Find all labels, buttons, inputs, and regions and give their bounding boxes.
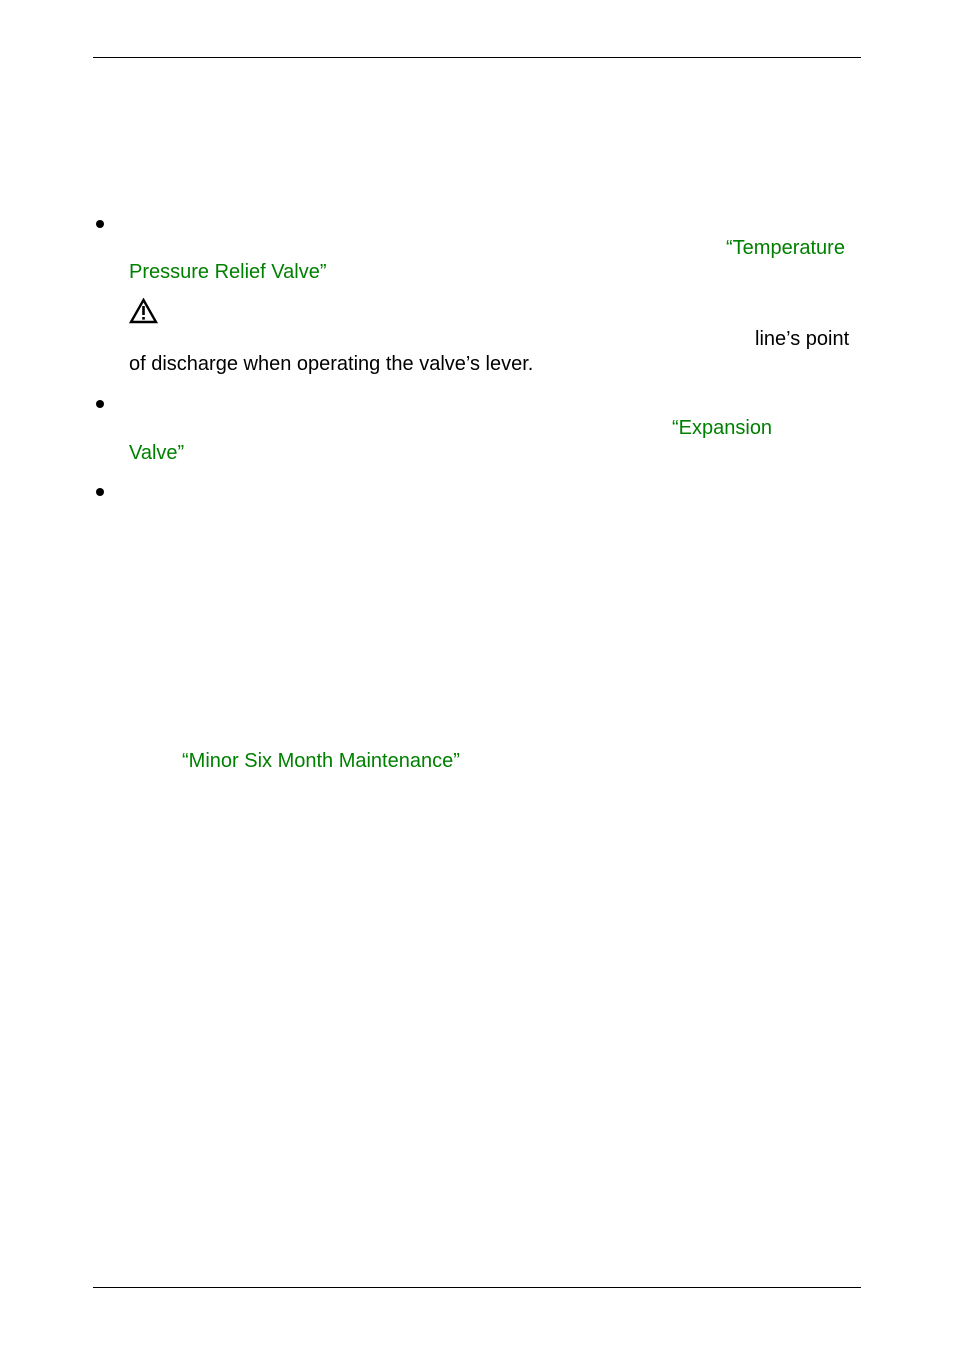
footer-rule — [93, 1287, 861, 1288]
header-rule — [93, 57, 861, 58]
bullet-marker-1 — [96, 220, 104, 228]
temperature-pressure-relief-valve-link-part-2[interactable]: Pressure Relief Valve” — [129, 261, 327, 283]
minor-six-month-maintenance-link[interactable]: “Minor Six Month Maintenance” — [182, 750, 460, 772]
bullet-marker-3 — [96, 488, 104, 496]
expansion-valve-link-part-2[interactable]: Valve” — [129, 442, 185, 464]
warning-text-end: line’s point — [755, 328, 850, 350]
expansion-valve-link-part-1[interactable]: “Expansion — [672, 417, 773, 439]
bullet-marker-2 — [96, 400, 104, 408]
temperature-pressure-relief-valve-link-part-1[interactable]: “Temperature — [726, 237, 845, 259]
warning-text-line-2: of discharge when operating the valve’s lever. — [129, 353, 534, 375]
warning-triangle-icon — [129, 298, 158, 324]
